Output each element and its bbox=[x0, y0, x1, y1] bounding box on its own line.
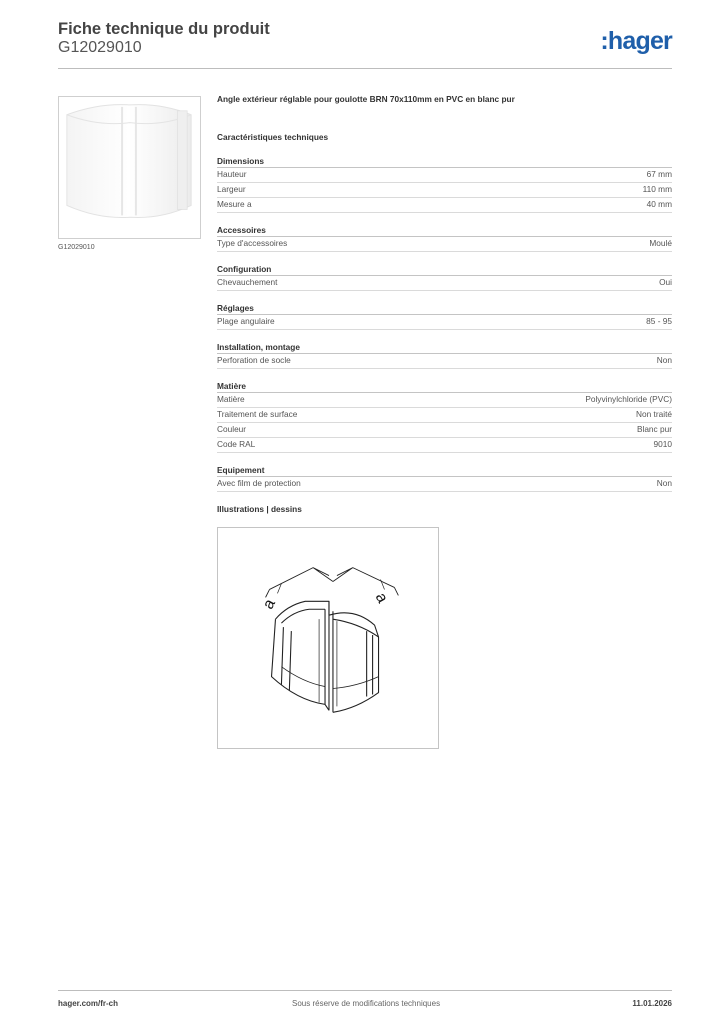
section-accessoires bbox=[217, 224, 672, 252]
spec-row bbox=[217, 276, 672, 291]
spec-label: Couleur bbox=[217, 424, 247, 434]
section-configuration bbox=[217, 263, 672, 291]
spec-row bbox=[217, 315, 672, 330]
product-photo-image bbox=[59, 97, 200, 238]
spec-value: Non bbox=[656, 478, 672, 488]
section-dimensions bbox=[217, 155, 672, 213]
illustrations-title: Illustrations | dessins bbox=[217, 504, 302, 514]
spec-label: Type d'accessoires bbox=[217, 238, 288, 248]
spec-label: Avec film de protection bbox=[217, 478, 301, 488]
product-reference: G12029010 bbox=[58, 39, 142, 56]
spec-value: Polyvinylchloride (PVC) bbox=[585, 394, 672, 404]
section-title: Réglages bbox=[217, 302, 672, 315]
spec-label: Traitement de surface bbox=[217, 409, 298, 419]
technical-drawing-image bbox=[218, 528, 438, 748]
photo-caption: G12029010 bbox=[58, 244, 95, 251]
section-title: Dimensions bbox=[217, 155, 672, 168]
spec-label: Largeur bbox=[217, 184, 246, 194]
spec-row bbox=[217, 354, 672, 369]
spec-row bbox=[217, 183, 672, 198]
footer-website-link[interactable]: hager.com/fr-ch bbox=[58, 999, 119, 1008]
section-matiere bbox=[217, 380, 672, 453]
spec-value: Non bbox=[656, 355, 672, 365]
footer-divider bbox=[58, 990, 672, 991]
spec-row bbox=[217, 393, 672, 408]
spec-row bbox=[217, 438, 672, 453]
spec-row bbox=[217, 168, 672, 183]
section-title: Configuration bbox=[217, 263, 672, 276]
spec-value: Moulé bbox=[649, 238, 672, 248]
section-title: Matière bbox=[217, 380, 672, 393]
spec-row bbox=[217, 198, 672, 213]
spec-value: Oui bbox=[659, 277, 672, 287]
section-equipement bbox=[217, 464, 672, 492]
spec-label: Chevauchement bbox=[217, 277, 278, 287]
spec-row bbox=[217, 423, 672, 438]
spec-row bbox=[217, 408, 672, 423]
spec-row bbox=[217, 477, 672, 492]
section-title: Installation, montage bbox=[217, 341, 672, 354]
spec-value: 9010 bbox=[653, 439, 672, 449]
characteristics-title: Caractéristiques techniques bbox=[217, 132, 329, 142]
product-photo bbox=[58, 96, 201, 239]
section-title: Accessoires bbox=[217, 224, 672, 237]
section-reglages bbox=[217, 302, 672, 330]
product-description: Angle extérieur réglable pour goulotte BRN 70x110mm en PVC en blanc pur bbox=[217, 94, 515, 104]
spec-value: Blanc pur bbox=[636, 424, 672, 434]
product-details bbox=[217, 94, 672, 514]
spec-value: 67 mm bbox=[646, 169, 672, 179]
spec-label: Code RAL bbox=[217, 439, 256, 449]
spec-row bbox=[217, 237, 672, 252]
spec-label: Matière bbox=[217, 394, 245, 404]
spec-value: 85 - 95 bbox=[646, 316, 672, 326]
footer-disclaimer: Sous réserve de modifications techniques bbox=[292, 999, 441, 1008]
page-title: Fiche technique du produit bbox=[58, 20, 270, 38]
section-installation bbox=[217, 341, 672, 369]
hager-logo[interactable]: :hager bbox=[600, 27, 672, 55]
spec-label: Perforation de socle bbox=[217, 355, 291, 365]
header-divider bbox=[58, 68, 672, 69]
spec-value: 40 mm bbox=[646, 199, 672, 209]
spec-label: Plage angulaire bbox=[217, 316, 275, 326]
footer-date: 11.01.2026 bbox=[632, 999, 672, 1008]
dimension-label-right: a bbox=[371, 590, 391, 606]
spec-label: Hauteur bbox=[217, 169, 247, 179]
section-title: Equipement bbox=[217, 464, 672, 477]
spec-label: Mesure a bbox=[217, 199, 252, 209]
spec-value: 110 mm bbox=[642, 184, 672, 194]
logo-text: hager bbox=[607, 27, 672, 55]
technical-drawing bbox=[217, 527, 439, 749]
spec-value: Non traité bbox=[636, 409, 672, 419]
dimension-label-left: a bbox=[259, 596, 279, 613]
